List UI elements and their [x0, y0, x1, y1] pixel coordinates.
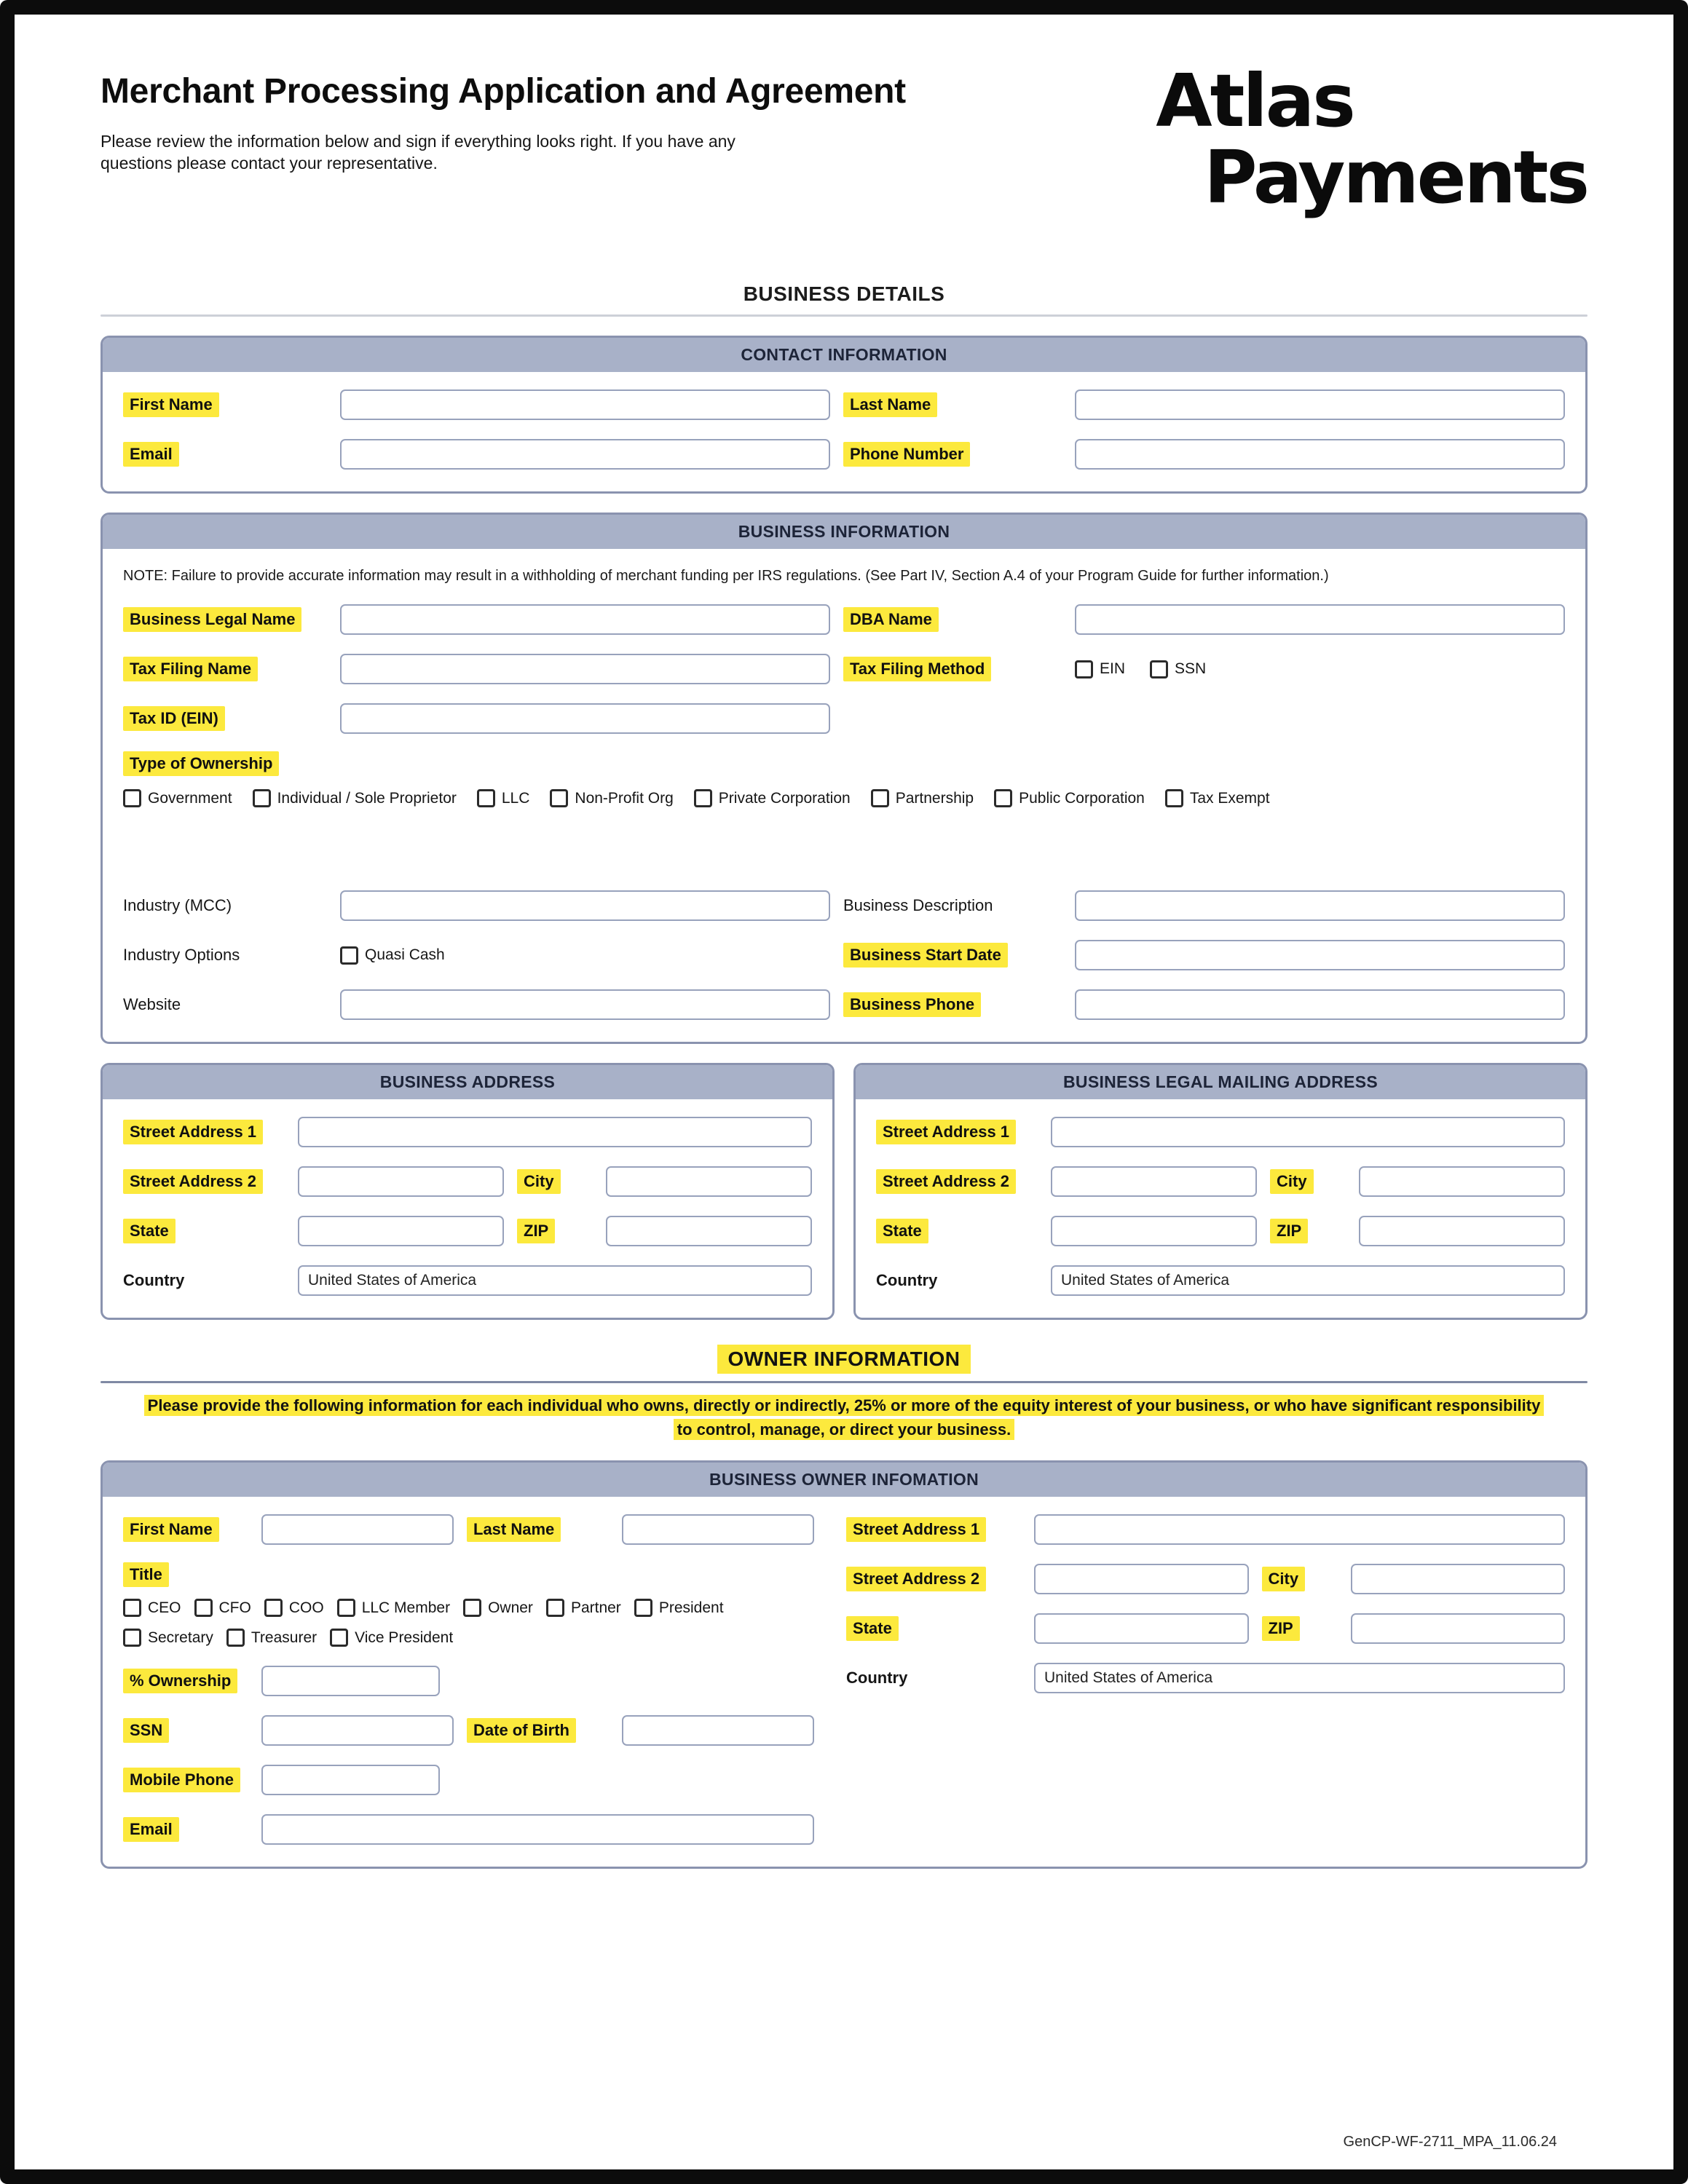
business-legal-name-label: Business Legal Name: [123, 607, 301, 632]
quasi-cash-checkbox-label: Quasi Cash: [365, 946, 445, 964]
ba-street1-label: Street Address 1: [123, 1120, 263, 1144]
mailing-address-header: BUSINESS LEGAL MAILING ADDRESS: [856, 1065, 1585, 1099]
dob-input[interactable]: [622, 1715, 814, 1746]
ceo-checkbox-box[interactable]: [123, 1599, 141, 1617]
website-label: Website: [123, 995, 181, 1014]
quasi-cash-checkbox-box[interactable]: [340, 946, 358, 965]
mailing-address-row-1: [876, 1117, 1565, 1147]
business-info-row-3: [123, 703, 1565, 734]
pct-ownership-label: % Ownership: [123, 1669, 237, 1693]
tax-exempt-checkbox-label: Tax Exempt: [1189, 789, 1270, 807]
ein-checkbox-box[interactable]: [1075, 660, 1093, 678]
ba-zip-input[interactable]: [606, 1216, 812, 1246]
public-corporation-checkbox[interactable]: [994, 789, 1145, 807]
owner-street2-label: Street Address 2: [846, 1567, 986, 1591]
owner-instructions: Please provide the following information for each individual who owns, directly or indirectly, 25% or more of the equity interest of your business, or who have significant responsibility to control, manage, or direct your business.: [144, 1395, 1545, 1440]
owner-checkbox[interactable]: [463, 1599, 533, 1617]
ma-street1-input[interactable]: [1051, 1117, 1565, 1147]
business-info-row-5: [123, 940, 1565, 970]
ma-country-label: Country: [876, 1271, 938, 1290]
contact-information-header: CONTACT INFORMATION: [103, 338, 1585, 372]
owner-street1-input[interactable]: [1034, 1514, 1565, 1545]
logo-line-2: Payments: [1204, 135, 1588, 220]
treasurer-checkbox-label: Treasurer: [251, 1629, 318, 1646]
owner-left-column: [123, 1514, 814, 1845]
owner-city-input[interactable]: [1351, 1564, 1566, 1594]
vice-president-checkbox[interactable]: [330, 1629, 453, 1647]
page-header: [100, 58, 1588, 253]
mobile-phone-input[interactable]: [261, 1765, 440, 1795]
treasurer-checkbox[interactable]: [226, 1629, 317, 1647]
email-label: Email: [123, 442, 179, 467]
tax-id-label: Tax ID (EIN): [123, 706, 225, 731]
partnership-checkbox-label: Partnership: [895, 789, 974, 807]
business-information-section: [100, 513, 1588, 1044]
president-checkbox-label: President: [658, 1599, 724, 1616]
business-owner-header: BUSINESS OWNER INFOMATION: [103, 1463, 1585, 1497]
owner-title-label: Title: [123, 1562, 169, 1587]
government-checkbox-box[interactable]: [123, 789, 141, 807]
ma-state-label: State: [876, 1219, 928, 1243]
phone-number-label: Phone Number: [843, 442, 970, 467]
ssn-checkbox-label: SSN: [1175, 660, 1207, 678]
ba-zip-label: ZIP: [517, 1219, 555, 1243]
llc-member-checkbox-box[interactable]: [337, 1599, 355, 1617]
tax-id-input[interactable]: [340, 703, 830, 734]
business-info-row-6: [123, 989, 1565, 1020]
phone-number-input[interactable]: [1075, 439, 1565, 470]
sole-proprietor-checkbox-box[interactable]: [253, 789, 271, 807]
owner-address-row-3: [846, 1613, 1565, 1644]
partnership-checkbox-box[interactable]: [871, 789, 889, 807]
ba-street2-input[interactable]: [298, 1166, 504, 1197]
atlas-payments-logo: [1156, 58, 1588, 220]
owner-checkbox-box[interactable]: [463, 1599, 481, 1617]
business-info-row-2: [123, 654, 1565, 684]
last-name-input[interactable]: [1075, 389, 1565, 420]
business-owner-section: [100, 1460, 1588, 1869]
owner-street2-input[interactable]: [1034, 1564, 1248, 1594]
cfo-checkbox[interactable]: [194, 1599, 251, 1617]
government-checkbox-label: Government: [148, 789, 232, 807]
form-code-footer: GenCP-WF-2711_MPA_11.06.24: [1343, 2134, 1557, 2150]
business-info-row-4: [123, 890, 1565, 921]
vice-president-checkbox-box[interactable]: [330, 1629, 348, 1647]
email-input[interactable]: [340, 439, 830, 470]
mobile-phone-row: [123, 1765, 814, 1795]
public-corporation-checkbox-label: Public Corporation: [1019, 789, 1145, 807]
ba-country-label: Country: [123, 1271, 185, 1290]
industry-options-label: Industry Options: [123, 946, 240, 965]
ma-street1-label: Street Address 1: [876, 1120, 1016, 1144]
president-checkbox[interactable]: [634, 1599, 724, 1617]
owner-title-options-row-2: [123, 1629, 814, 1647]
owner-first-name-input[interactable]: [261, 1514, 454, 1545]
contact-information-body: [103, 372, 1585, 491]
cfo-checkbox-box[interactable]: [194, 1599, 213, 1617]
ba-street1-input[interactable]: [298, 1117, 812, 1147]
business-start-date-input[interactable]: [1075, 940, 1565, 970]
tax-exempt-checkbox-box[interactable]: [1165, 789, 1183, 807]
cfo-checkbox-label: CFO: [218, 1599, 251, 1616]
ceo-checkbox[interactable]: [123, 1599, 181, 1617]
business-address-section: [100, 1063, 835, 1320]
llc-checkbox[interactable]: [477, 789, 530, 807]
private-corporation-checkbox[interactable]: [694, 789, 851, 807]
mobile-phone-label: Mobile Phone: [123, 1768, 240, 1792]
owner-email-input[interactable]: [261, 1814, 814, 1845]
public-corporation-checkbox-box[interactable]: [994, 789, 1012, 807]
owner-title-options-row-1: [123, 1599, 814, 1617]
business-address-row-4: [123, 1265, 812, 1296]
owner-name-row: [123, 1514, 814, 1545]
government-checkbox[interactable]: [123, 789, 232, 807]
coo-checkbox-label: COO: [288, 1599, 324, 1616]
last-name-label: Last Name: [843, 392, 937, 417]
business-description-label: Business Description: [843, 896, 993, 915]
owner-state-label: State: [846, 1616, 899, 1641]
owner-instructions-row: [141, 1393, 1547, 1441]
business-address-row-1: [123, 1117, 812, 1147]
llc-member-checkbox-label: LLC Member: [361, 1599, 451, 1616]
secretary-checkbox-box[interactable]: [123, 1629, 141, 1647]
type-of-ownership-row: [123, 751, 1565, 776]
contact-information-section: [100, 336, 1588, 494]
ma-city-input[interactable]: [1359, 1166, 1565, 1197]
partner-checkbox[interactable]: [546, 1599, 621, 1617]
owner-city-label: City: [1262, 1567, 1306, 1591]
business-details-divider: [100, 314, 1588, 317]
ein-checkbox-label: EIN: [1100, 660, 1126, 678]
owner-email-label: Email: [123, 1817, 179, 1842]
pct-ownership-input[interactable]: [261, 1666, 440, 1696]
sole-proprietor-checkbox-label: Individual / Sole Proprietor: [277, 789, 457, 807]
ein-checkbox[interactable]: [1075, 660, 1125, 678]
dba-name-input[interactable]: [1075, 604, 1565, 635]
pct-ownership-row: [123, 1666, 814, 1696]
ma-zip-input[interactable]: [1359, 1216, 1565, 1246]
owner-address-row-4: [846, 1663, 1565, 1693]
business-description-input[interactable]: [1075, 890, 1565, 921]
owner-street1-label: Street Address 1: [846, 1517, 986, 1542]
ma-street2-label: Street Address 2: [876, 1169, 1016, 1194]
owner-information-heading: OWNER INFORMATION: [717, 1345, 970, 1374]
address-sections: [100, 1063, 1588, 1320]
owner-information-divider: [100, 1381, 1588, 1383]
business-phone-input[interactable]: [1075, 989, 1565, 1020]
business-start-date-label: Business Start Date: [843, 943, 1008, 968]
tax-filing-name-input[interactable]: [340, 654, 830, 684]
ma-city-label: City: [1270, 1169, 1314, 1194]
non-profit-checkbox[interactable]: [550, 789, 673, 807]
first-name-input[interactable]: [340, 389, 830, 420]
llc-checkbox-box[interactable]: [477, 789, 495, 807]
mailing-address-row-4: [876, 1265, 1565, 1296]
business-legal-name-input[interactable]: [340, 604, 830, 635]
ssn-dob-row: [123, 1715, 814, 1746]
president-checkbox-box[interactable]: [634, 1599, 652, 1617]
industry-options-group: [340, 946, 830, 965]
mailing-address-row-3: [876, 1216, 1565, 1246]
ba-country-input[interactable]: [298, 1265, 812, 1296]
vice-president-checkbox-label: Vice President: [355, 1629, 454, 1646]
ownership-spacer: [123, 807, 1565, 871]
contact-row-1: [123, 389, 1565, 420]
business-details-heading: BUSINESS DETAILS: [743, 282, 945, 305]
partner-checkbox-label: Partner: [570, 1599, 621, 1616]
owner-zip-label: ZIP: [1262, 1616, 1300, 1641]
owner-zip-input[interactable]: [1351, 1613, 1566, 1644]
ba-state-label: State: [123, 1219, 175, 1243]
owner-ssn-label: SSN: [123, 1718, 169, 1743]
owner-email-row: [123, 1814, 814, 1845]
business-information-header: BUSINESS INFORMATION: [103, 515, 1585, 549]
business-information-body: [103, 549, 1585, 1042]
ownership-options-row: [123, 789, 1565, 807]
coo-checkbox[interactable]: [264, 1599, 324, 1617]
ssn-checkbox-box[interactable]: [1150, 660, 1168, 678]
ssn-checkbox[interactable]: [1150, 660, 1206, 678]
dob-label: Date of Birth: [467, 1718, 576, 1743]
partner-checkbox-box[interactable]: [546, 1599, 564, 1617]
owner-right-column: [846, 1514, 1565, 1693]
owner-last-name-input[interactable]: [622, 1514, 814, 1545]
contact-row-2: [123, 439, 1565, 470]
first-name-label: First Name: [123, 392, 219, 417]
ba-street2-label: Street Address 2: [123, 1169, 263, 1194]
private-corporation-checkbox-box[interactable]: [694, 789, 712, 807]
industry-mcc-input[interactable]: [340, 890, 830, 921]
business-address-body: [103, 1099, 832, 1318]
owner-ssn-input[interactable]: [261, 1715, 454, 1746]
business-address-header: BUSINESS ADDRESS: [103, 1065, 832, 1099]
mailing-address-section: [853, 1063, 1588, 1320]
page-content: [15, 15, 1673, 1869]
tax-exempt-checkbox[interactable]: [1165, 789, 1270, 807]
ma-country-input[interactable]: [1051, 1265, 1565, 1296]
tax-filing-method-options: [1075, 660, 1565, 678]
website-input[interactable]: [340, 989, 830, 1020]
non-profit-checkbox-box[interactable]: [550, 789, 568, 807]
page-subtitle: Please review the information below and sign if everything looks right. If you have any questions please contact your representative.: [100, 132, 735, 173]
private-corporation-checkbox-label: Private Corporation: [718, 789, 851, 807]
tax-filing-name-label: Tax Filing Name: [123, 657, 258, 681]
non-profit-checkbox-label: Non-Profit Org: [575, 789, 674, 807]
owner-country-input[interactable]: [1034, 1663, 1565, 1693]
owner-state-input[interactable]: [1034, 1613, 1248, 1644]
owner-country-label: Country: [846, 1669, 908, 1688]
llc-member-checkbox[interactable]: [337, 1599, 450, 1617]
coo-checkbox-box[interactable]: [264, 1599, 283, 1617]
mailing-address-body: [856, 1099, 1585, 1318]
business-phone-label: Business Phone: [843, 992, 981, 1017]
mailing-address-row-2: [876, 1166, 1565, 1197]
treasurer-checkbox-box[interactable]: [226, 1629, 245, 1647]
business-info-row-1: [123, 604, 1565, 635]
tax-filing-method-label: Tax Filing Method: [843, 657, 991, 681]
llc-checkbox-label: LLC: [501, 789, 530, 807]
logo-line-1: Atlas: [1156, 58, 1354, 143]
sole-proprietor-checkbox[interactable]: [253, 789, 457, 807]
quasi-cash-checkbox[interactable]: [340, 946, 445, 965]
type-of-ownership-label: Type of Ownership: [123, 751, 279, 776]
owner-last-name-label: Last Name: [467, 1517, 561, 1542]
ma-zip-label: ZIP: [1270, 1219, 1308, 1243]
ba-state-input[interactable]: [298, 1216, 504, 1246]
owner-information-heading-row: [100, 1345, 1588, 1374]
business-owner-body: [103, 1497, 1585, 1867]
secretary-checkbox[interactable]: [123, 1629, 213, 1647]
page-title: Merchant Processing Application and Agreement: [100, 72, 906, 111]
ceo-checkbox-label: CEO: [148, 1599, 181, 1616]
industry-mcc-label: Industry (MCC): [123, 896, 232, 915]
ba-city-label: City: [517, 1169, 561, 1194]
ma-state-input[interactable]: [1051, 1216, 1257, 1246]
ba-city-input[interactable]: [606, 1166, 812, 1197]
secretary-checkbox-label: Secretary: [148, 1629, 213, 1646]
owner-title-row: [123, 1562, 814, 1587]
partnership-checkbox[interactable]: [871, 789, 974, 807]
business-address-row-2: [123, 1166, 812, 1197]
ma-street2-input[interactable]: [1051, 1166, 1257, 1197]
owner-address-row-2: [846, 1564, 1565, 1594]
dba-name-label: DBA Name: [843, 607, 939, 632]
owner-checkbox-label: Owner: [488, 1599, 533, 1616]
owner-address-row-1: [846, 1514, 1565, 1545]
business-address-row-3: [123, 1216, 812, 1246]
owner-first-name-label: First Name: [123, 1517, 219, 1542]
irs-note: NOTE: Failure to provide accurate information may result in a withholding of merchant funding per IRS regulations. (See Part IV, Section A.4 of your Program Guide for further information.): [123, 568, 1329, 584]
